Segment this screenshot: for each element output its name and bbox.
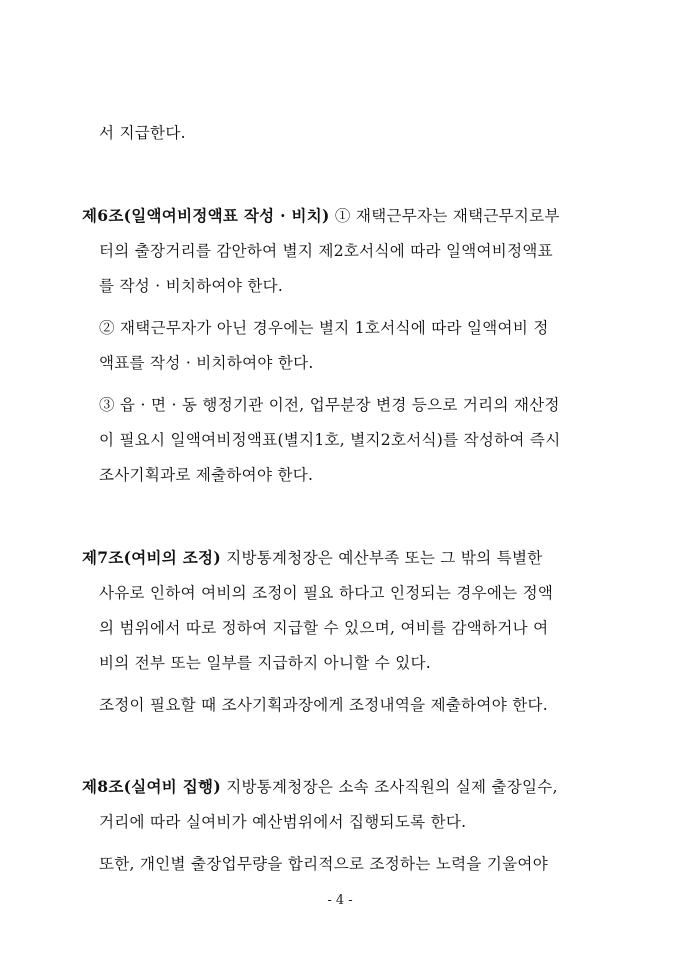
article-6-line: 터의 출장거리를 감안하여 별지 제2호서식에 따라 일액여비정액표 bbox=[99, 242, 553, 260]
article-7-line: 의 범위에서 따로 정하여 지급할 수 있으며, 여비를 감액하거나 여 bbox=[99, 619, 549, 637]
article-8-text: 지방통계청장은 소속 조사직원의 실제 출장일수, bbox=[226, 778, 558, 796]
article-6-line: ③ 읍 · 면 · 동 행정기관 이전, 업무분장 변경 등으로 거리의 재산정 bbox=[99, 396, 560, 414]
article-6-line: 조사기획과로 제출하여야 한다. bbox=[99, 466, 314, 484]
article-7-first-line bbox=[82, 548, 543, 568]
page-number: - 4 - bbox=[327, 893, 353, 908]
article-6-line: 이 필요시 일액여비정액표(별지1호, 별지2호서식)를 작성하여 즉시 bbox=[99, 431, 561, 449]
article-8-first-line bbox=[82, 777, 558, 797]
article-8-line: 거리에 따라 실여비가 예산범위에서 집행되도록 한다. bbox=[99, 813, 467, 831]
article-6-line: 를 작성 · 비치하여야 한다. bbox=[99, 277, 284, 295]
article-7-line: 사유로 인하여 여비의 조정이 필요 하다고 인정되는 경우에는 정액 bbox=[99, 584, 554, 602]
article-6-text: ① 재택근무자는 재택근무지로부 bbox=[334, 207, 560, 225]
article-7-line: 비의 전부 또는 일부를 지급하지 아니할 수 있다. bbox=[99, 654, 432, 672]
article-6-heading: 제6조(일액여비정액표 작성 · 비치) bbox=[82, 206, 330, 225]
article-7-text: 지방통계청장은 예산부족 또는 그 밖의 특별한 bbox=[226, 549, 543, 567]
article-8-heading: 제8조(실여비 집행) bbox=[82, 777, 221, 796]
intro-line-1: 서 지급한다. bbox=[99, 124, 186, 142]
article-7-heading: 제7조(여비의 조정) bbox=[82, 548, 221, 567]
article-7-line: 조정이 필요할 때 조사기획과장에게 조정내역을 제출하여야 한다. bbox=[99, 696, 548, 714]
article-6-first-line bbox=[82, 206, 560, 226]
article-6-line: 액표를 작성 · 비치하여야 한다. bbox=[99, 354, 314, 372]
article-6-line: ② 재택근무자가 아닌 경우에는 별지 1호서식에 따라 일액여비 정 bbox=[99, 319, 549, 337]
article-8-line: 또한, 개인별 출장업무량을 합리적으로 조정하는 노력을 기울여야 bbox=[99, 855, 548, 873]
